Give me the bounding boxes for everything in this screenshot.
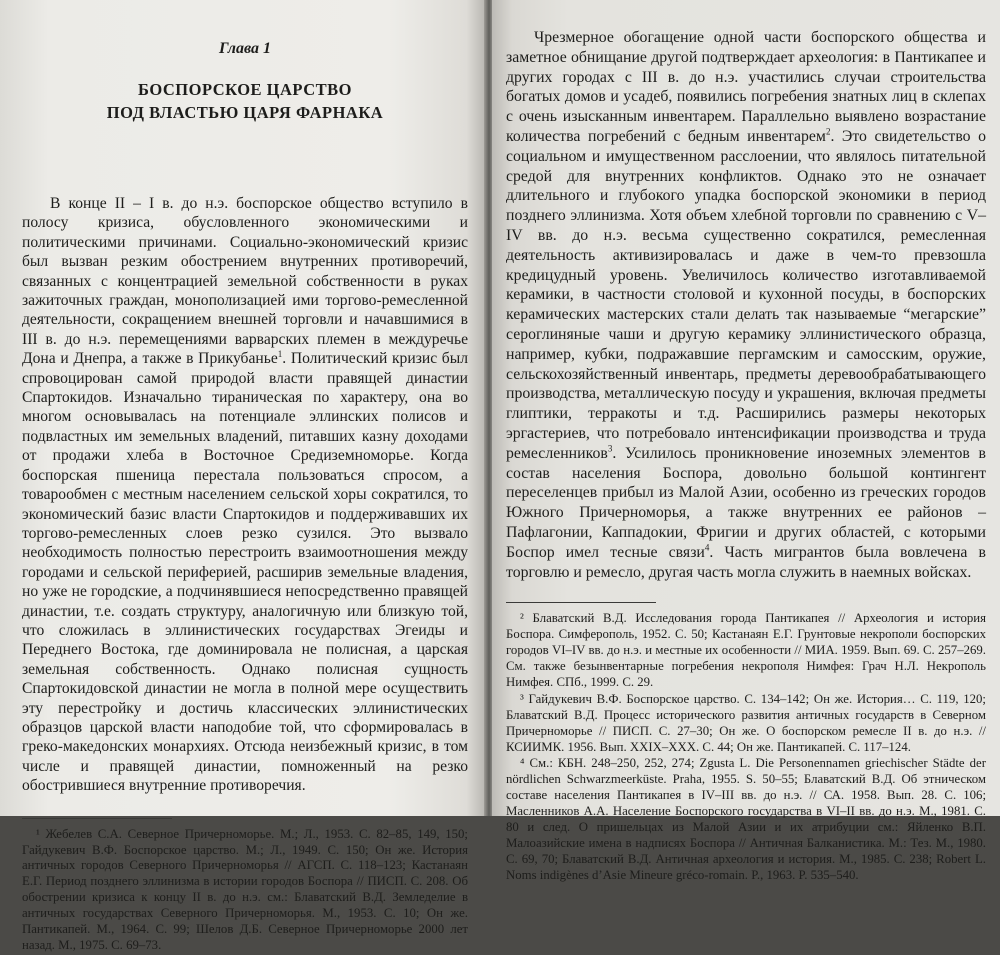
right-body-text-2: . Это свидетельство о социальном и имущественном расслоении, что являлось питательной средой для внутренних конфликтов. Однако это не означает длительного и глубокого упадка боспорской экономики в период позднего эллинизма. Хотя объем хлебной торговли по сравнению с V–IV вв. до н.э. весьма существенно сократился, ремесленная деятельность активизировалась и даже в чем-то превзошла кредицудный уровень. Увеличилось количество изготавливаемой керамики, в частности столовой и кухонной посуды, в боспорских керамических мастерских стали делать так называемые “мегарские” сероглиняные чаши и другую керамику эллинистического образца, например, кубки, подражавшие пергамским и самосским, оружие, сельскохозяйственный инвентарь, предметы деревообрабатывающего производства, металлическую посуду и украшения, включая предметы глиптики, терракоты и т.д. Расширились размеры некоторых эргастериев, что потребовало интенсификации производства и труда ремесленников — [506, 127, 986, 462]
footnote-ref-4: 4 — [704, 542, 710, 553]
footnote-divider — [22, 818, 172, 819]
left-page-content — [22, 28, 468, 955]
footnote-4: ⁴ См.: КБН. 248–250, 252, 274; Zgusta L. Die Personennamen griechischer Städte der nördlichen Schwarzmeerküste. Praha, 1955. S. 50–55; Блаватский В.Д. Об этническом составе населения Пантикапея в IV–III вв. до н.э. // СА. 1958. Вып. 28. С. 106; Масленников А.А. Население Боспорского государства в VI–II вв. до н.э. М., 1981. С. 80 и след. О пришельцах из Малой Азии и их атрибуции см.: Яйленко В.П. Малоазийские имена в надписях Боспора // Античная Балканистика. М.: Тез. М., 1980. С. 69, 70; Блаватский В.Д. Античная археология и история. М., 1985. С. 238; Robert L. Noms indigènes d’Asie Mineure gréco-romain. P., 1963. P. 535–540. — [506, 756, 986, 882]
footnote-ref-2: 2 — [825, 126, 831, 137]
right-body-paragraph — [506, 28, 986, 582]
footnote-3: ³ Гайдукевич В.Ф. Боспорское царство. С. 134–142; Он же. История… С. 119, 120; Блаватский В.Д. Процесс исторического развития античных государств в Северном Причерноморье // ПИСП. С. 27–30; Он же. О боспорском ремесле II в. до н.э. // КСИИМК. 1956. Вып. XXIX–XXX. С. 44; Он же. Пантикапей. С. 117–124. — [506, 691, 986, 754]
left-body-text-a: В конце II – I в. до н.э. боспорское общество вступило в полосу кризиса, обусловленного экономическими и политическими причинами. Социально-экономический кризис был вызван резким обострением внутренних противоречий, связанных с концентрацией земельной собственности в руках зажиточных граждан, монополизацией ими торгово-ремесленной деятельности, сокращением внешней торговли и начавшимися в III в. до н.э. перемещениями варварских племен в междуречье Дона и Днепра, а также в Прикубанье — [22, 195, 468, 368]
footnote-2: ² Блаватский В.Д. Исследования города Пантикапея // Археология и история Боспора. Симферополь, 1952. С. 50; Кастанаян Е.Г. Грунтовые некрополи боспорских городов VI–IV вв. до н.э. и местные их особенности // МИА. 1959. Вып. 69. С. 257–269. См. также безынвентарные погребения некрополя Нимфея: Грач Н.Л. Некрополь Нимфея. СПб., 1999. С. 29. — [506, 611, 986, 689]
right-page-content — [506, 28, 986, 885]
chapter-label: Глава 1 — [218, 40, 272, 57]
right-page — [492, 0, 1000, 882]
footnote-ref-1: 1 — [277, 349, 283, 360]
left-body-text-b: . Политический кризис был спровоцирован самой природой власти правящей династии Спартокидов. Изначально тираническая по характеру, она во многом основывалась на потенциале эллинских полисов и подвластных им земельных владений, питавших казну доходами от продажи хлеба в Восточное Средиземноморье. Когда боспорская пшеница перестала пользоваться спросом, а товарообмен с местным населением сельской хоры сократился, то экономический базис власти Спартокидов и поддерживавших их торгово-ремесленных слоев резко сузился. Это вызвало необходимость полностью перестроить взаимоотношения между городами и сельской периферией, расширив земельные владения, но уже не городские, а подчинявшиеся непосредственно правящей династии, т.е. создать структуру, аналогичную или близкую той, что сложилась в эллинистических государствах Эгеиды и Переднего Востока, где доминировала не полисная, а царская земельная собственность. Однако полисная сущность Спартокидовской династии не могла в полной мере осуществить эту перестройку и достичь классических эллинистических образцов царской власти наподобие той, что сформировалась в греко-македонских монархиях. Отсюда неизбежный кризис, в том числе и правящей династии, помноженный на резко обострившиеся внутренние противоречия. — [22, 350, 468, 795]
left-body-paragraph — [22, 194, 468, 796]
chapter-title-line-1: БОСПОРСКОЕ ЦАРСТВО — [138, 80, 352, 99]
right-body-text-3: . Усилилось проникновение иноземных элементов в состав населения Боспора, довольно большой контингент переселенцев прибыл из Малой Азии, особенно из греческих городов Южного Причерноморья, а также внутренних ее районов – Пафлагонии, Каппадокии, Фригии и других областей, с которыми Боспор имел тесные связи — [506, 444, 986, 561]
right-body-text-4: . Часть мигрантов была вовлечена в торговлю и ремесло, другая часть могла служить в наемных войсках. — [506, 543, 986, 581]
chapter-title — [22, 78, 468, 124]
left-page — [0, 0, 486, 952]
footnote-ref-3: 3 — [607, 443, 613, 454]
right-body-text-1: Чрезмерное обогащение одной части боспорского общества и заметное обнищание другой подтверждает археология: в Пантикапее и других городах с III в. до н.э. участились случаи строительства богатых домов и усадеб, появились погребения знатных лиц в склепах с очень изысканным инвентарем. Параллельно выявлено возрастание количества погребений с бедным инвентарем — [506, 29, 986, 145]
chapter-title-line-2: ПОД ВЛАСТЬЮ ЦАРЯ ФАРНАКА — [106, 103, 384, 122]
footnote-divider — [506, 602, 656, 603]
footnote-1: ¹ Жебелев С.А. Северное Причерноморье. М.; Л., 1953. С. 82–85, 149, 150; Гайдукевич В.Ф. Боспорское царство. М.; Л., 1949. С. 150; Он же. История античных городов Северного Причерноморья // АГСП. С. 118–123; Кастанаян Е.Г. Период позднего эллинизма в истории городов Боспора // ПИСП. С. 208. Об обострении кризиса к концу II в. до н.э. см.: Блаватский В.Д. Земледелие в античных государствах Северного Причерноморья. М., 1953. С. 10; Он же. Пантикапей. М., 1964. С. 99; Шелов Д.Б. Северное Причерноморье 2000 лет назад. М., 1975. С. 69–73. — [22, 826, 468, 952]
